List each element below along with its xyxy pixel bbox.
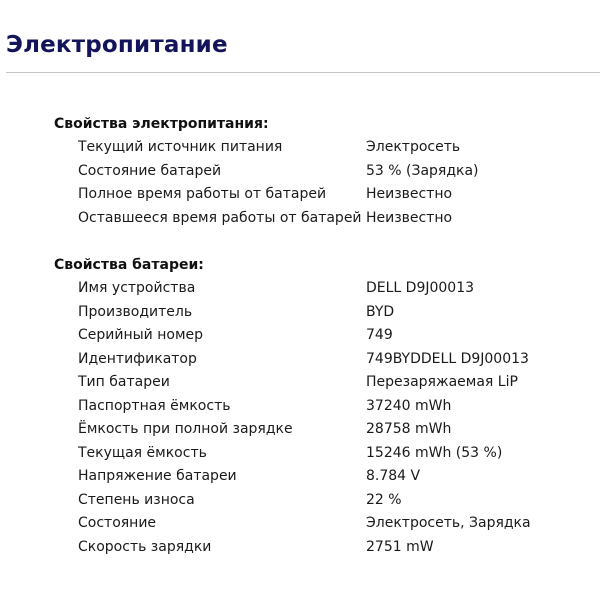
property-label: Имя устройства (78, 280, 196, 296)
power-property-row (54, 136, 594, 160)
property-label: Паспортная ёмкость (78, 397, 231, 414)
property-label: Ёмкость при полной зарядке (78, 421, 293, 437)
power-property-row (54, 160, 594, 184)
property-value: 749 (366, 327, 393, 343)
property-value: DELL D9J00013 (366, 280, 475, 296)
battery-property-row (54, 371, 594, 395)
property-label: Идентификатор (78, 350, 197, 367)
property-label: Состояние (78, 515, 157, 531)
property-value: 53 % (Зарядка) (366, 162, 479, 179)
power-property-row (54, 207, 594, 231)
property-value: Электросеть, Зарядка (366, 515, 531, 531)
battery-property-row (54, 465, 594, 489)
property-value: 749BYDDELL D9J00013 (366, 350, 529, 367)
property-value: 2751 mW (366, 538, 434, 555)
battery-property-row (54, 442, 594, 466)
property-value: 37240 mWh (366, 397, 452, 414)
battery-property-row (54, 418, 594, 442)
property-value: Электросеть (366, 139, 461, 155)
property-value: Неизвестно (366, 186, 453, 202)
property-label: Текущий источник питания (78, 139, 283, 155)
property-label: Полное время работы от батарей (78, 186, 327, 202)
property-label: Напряжение батареи (78, 468, 237, 484)
property-label: Степень износа (78, 491, 195, 508)
property-value: 15246 mWh (53 %) (366, 444, 503, 461)
property-label: Текущая ёмкость (78, 444, 207, 461)
property-value: 8.784 V (366, 468, 421, 484)
battery-properties-section (54, 255, 594, 559)
battery-property-row (54, 512, 594, 536)
battery-property-row (54, 489, 594, 513)
battery-property-row (54, 324, 594, 348)
page-title: Электропитание (6, 32, 228, 58)
title-divider (6, 72, 600, 73)
power-properties-heading: Свойства электропитания: (54, 116, 269, 132)
property-value: 28758 mWh (366, 421, 452, 437)
property-label: Тип батареи (78, 374, 170, 390)
property-value: Перезаряжаемая LiP (366, 374, 518, 390)
property-label: Серийный номер (78, 327, 204, 343)
property-value: Неизвестно (366, 209, 453, 226)
battery-property-row (54, 301, 594, 325)
property-label: Оставшееся время работы от батарей (78, 209, 362, 226)
power-properties-section (54, 114, 594, 230)
property-value: BYD (366, 303, 395, 320)
battery-property-row (54, 395, 594, 419)
power-property-row (54, 183, 594, 207)
property-label: Скорость зарядки (78, 538, 212, 555)
battery-properties-heading: Свойства батареи: (54, 257, 204, 273)
property-label: Состояние батарей (78, 162, 222, 179)
property-value: 22 % (366, 491, 402, 508)
battery-property-row (54, 277, 594, 301)
battery-property-row (54, 536, 594, 560)
property-label: Производитель (78, 303, 193, 320)
battery-property-row (54, 348, 594, 372)
